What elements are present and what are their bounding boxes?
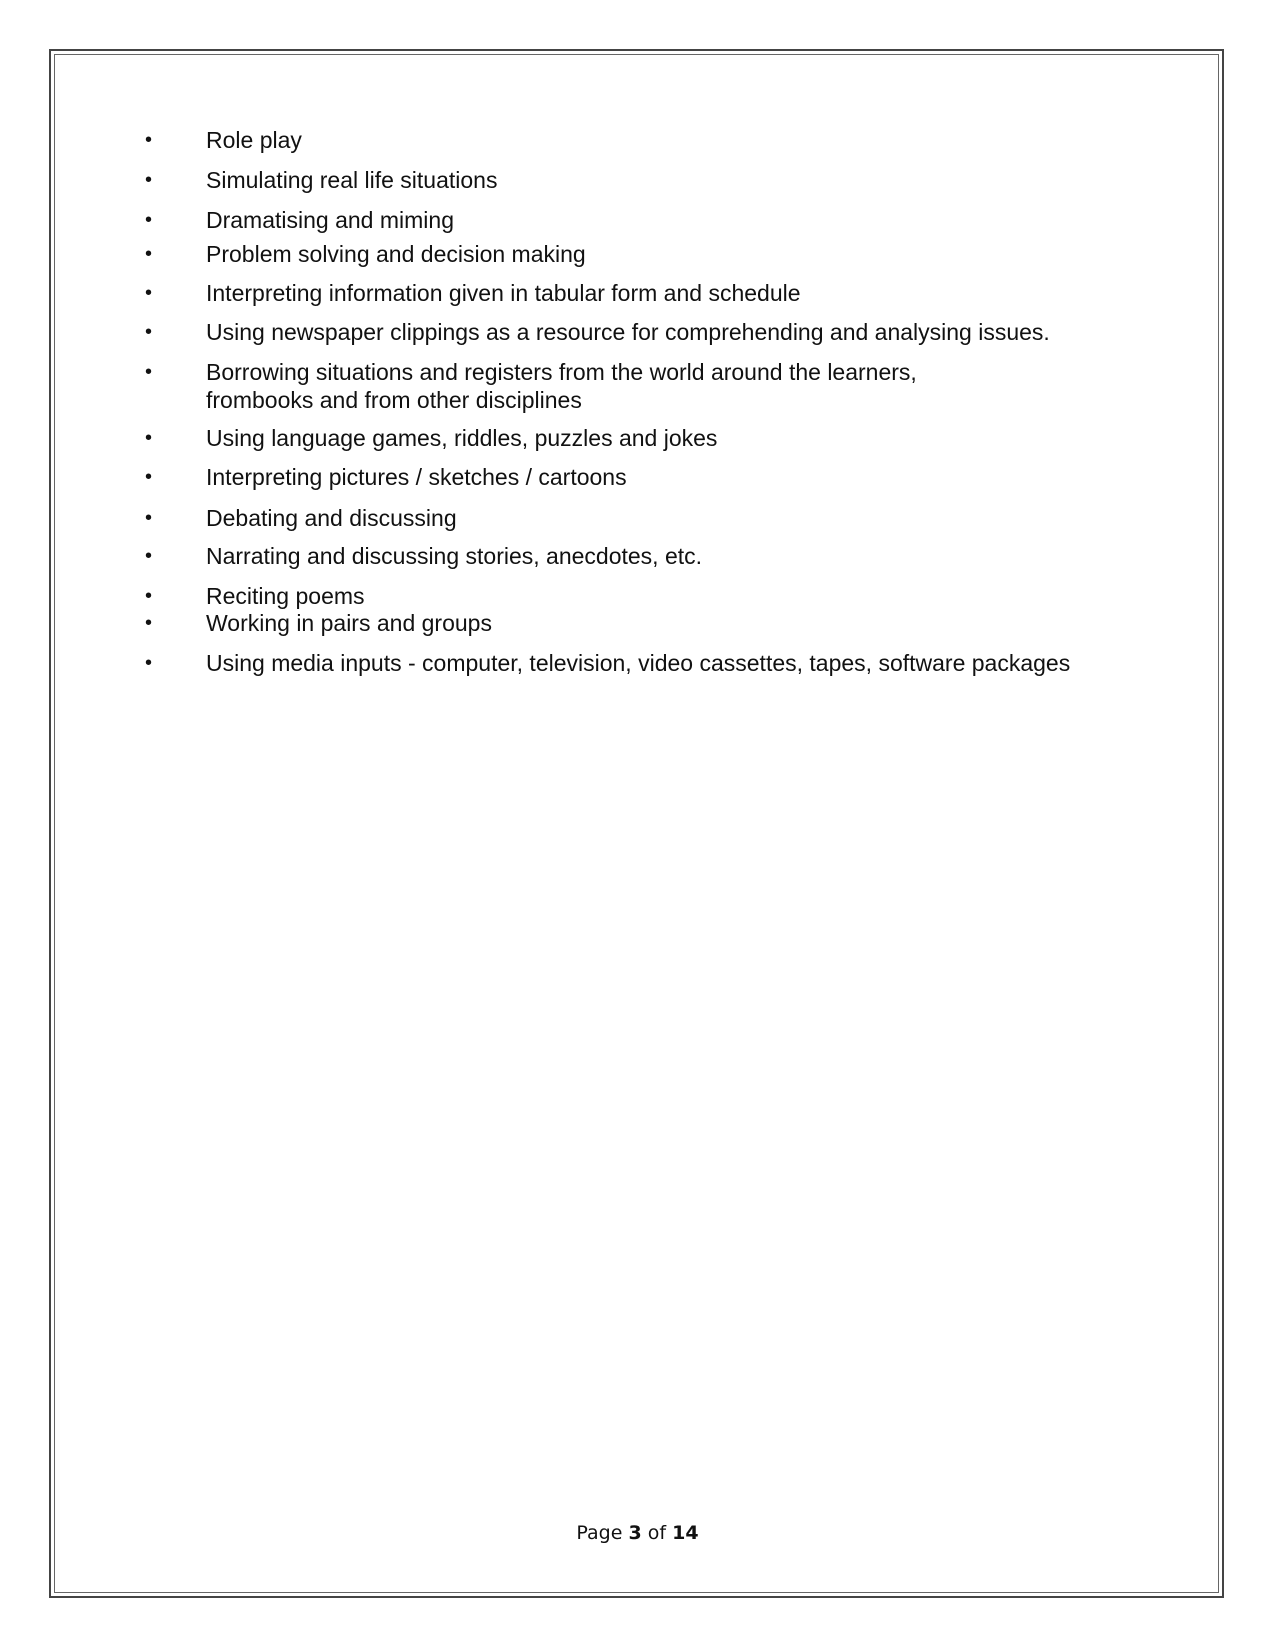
bullet-icon: • [145, 466, 153, 488]
list-item-text: Narrating and discussing stories, anecdotes, etc. [206, 543, 703, 569]
current-page-number: 3 [628, 1522, 642, 1544]
bullet-icon: • [145, 427, 153, 449]
bullet-icon: • [145, 585, 153, 607]
bullet-icon: • [145, 545, 153, 567]
list-item-text: Debating and discussing [206, 505, 457, 531]
bullet-icon: • [145, 507, 153, 529]
list-item-text: Working in pairs and groups [206, 610, 492, 636]
bullet-icon: • [145, 361, 153, 383]
list-item-text: Using media inputs - computer, television, video cassettes, tapes, software packages [206, 650, 1071, 676]
list-item-text: Reciting poems [206, 583, 365, 609]
bullet-icon: • [145, 243, 153, 265]
page-number-separator: of [647, 1522, 667, 1544]
page-footer [0, 1522, 1275, 1544]
list-item-text: Simulating real life situations [206, 167, 498, 193]
list-item-text: Role play [206, 127, 302, 153]
list-item-text: Using newspaper clippings as a resource for comprehending and analysing issues. [206, 319, 1050, 345]
list-item-text: Problem solving and decision making [206, 241, 586, 267]
bullet-icon: • [145, 612, 153, 634]
bullet-icon: • [145, 169, 153, 191]
list-item-text: Interpreting information given in tabular form and schedule [206, 280, 801, 306]
list-item-text: Using language games, riddles, puzzles and jokes [206, 425, 718, 451]
bullet-icon: • [145, 209, 153, 231]
bullet-icon: • [145, 321, 153, 343]
list-item-text: Dramatising and miming [206, 207, 454, 233]
bullet-icon: • [145, 652, 153, 674]
bullet-icon: • [145, 282, 153, 304]
page-number-prefix: Page [576, 1522, 623, 1544]
list-item-text: Borrowing situations and registers from the world around the learners, frombooks and from other disciplines [206, 359, 917, 413]
total-page-count: 14 [672, 1522, 699, 1544]
list-item-text: Interpreting pictures / sketches / cartoons [206, 464, 627, 490]
bullet-icon: • [145, 129, 153, 151]
